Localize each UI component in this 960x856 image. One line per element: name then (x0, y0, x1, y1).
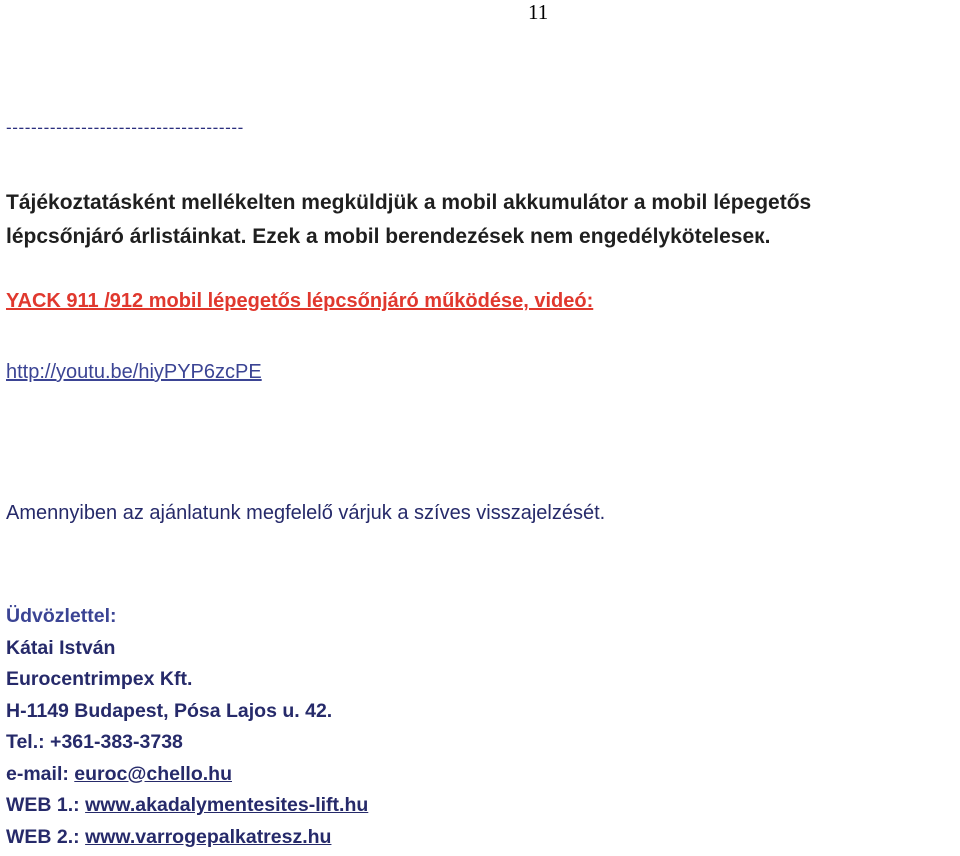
email-link[interactable]: euroc@chello.hu (74, 762, 232, 785)
page-number: 11 (528, 0, 549, 24)
web2-label: WEB 2.: (6, 825, 86, 848)
web1-row (6, 790, 368, 822)
video-title: YACK 911 /912 mobil lépegetős lépcsőnjáró működése, videó: (6, 290, 594, 312)
intro-line-1: Tájékoztatásként mellékelten megküldjük a mobil akkumulátor a mobil lépegetős (6, 191, 812, 214)
web1-link[interactable]: www.akadalymentesites-lift.hu (85, 794, 369, 816)
phone-number: Tel.: +361-383-3738 (6, 731, 183, 753)
intro-paragraph (6, 186, 956, 254)
company-address: H-1149 Budapest, Pósa Lajos u. 42. (6, 699, 333, 722)
video-link[interactable]: http://youtu.be/hiyPYP6zcPE (6, 361, 262, 383)
intro-line-2: lépcsőnjáró árlistáinkat. Ezek a mobil berendezések nem engedélyköteleseк. (6, 225, 771, 248)
web2-row (6, 822, 368, 854)
web1-label: WEB 1.: (6, 794, 86, 816)
closing-sentence: Amennyiben az ajánlatunk megfelelő várjuk a szíves visszajelzését. (6, 502, 606, 524)
signature-block (6, 601, 368, 853)
greeting: Üdvözlettel: (6, 605, 117, 627)
company-name: Eurocentrimpex Kft. (6, 668, 193, 690)
email-label: e-mail: (6, 762, 75, 785)
web2-link[interactable]: www.varrogepalkatresz.hu (85, 825, 332, 848)
separator-line: -------------------------------------- (6, 118, 244, 137)
signer-name: Kátai István (6, 636, 116, 659)
email-row (6, 759, 368, 791)
